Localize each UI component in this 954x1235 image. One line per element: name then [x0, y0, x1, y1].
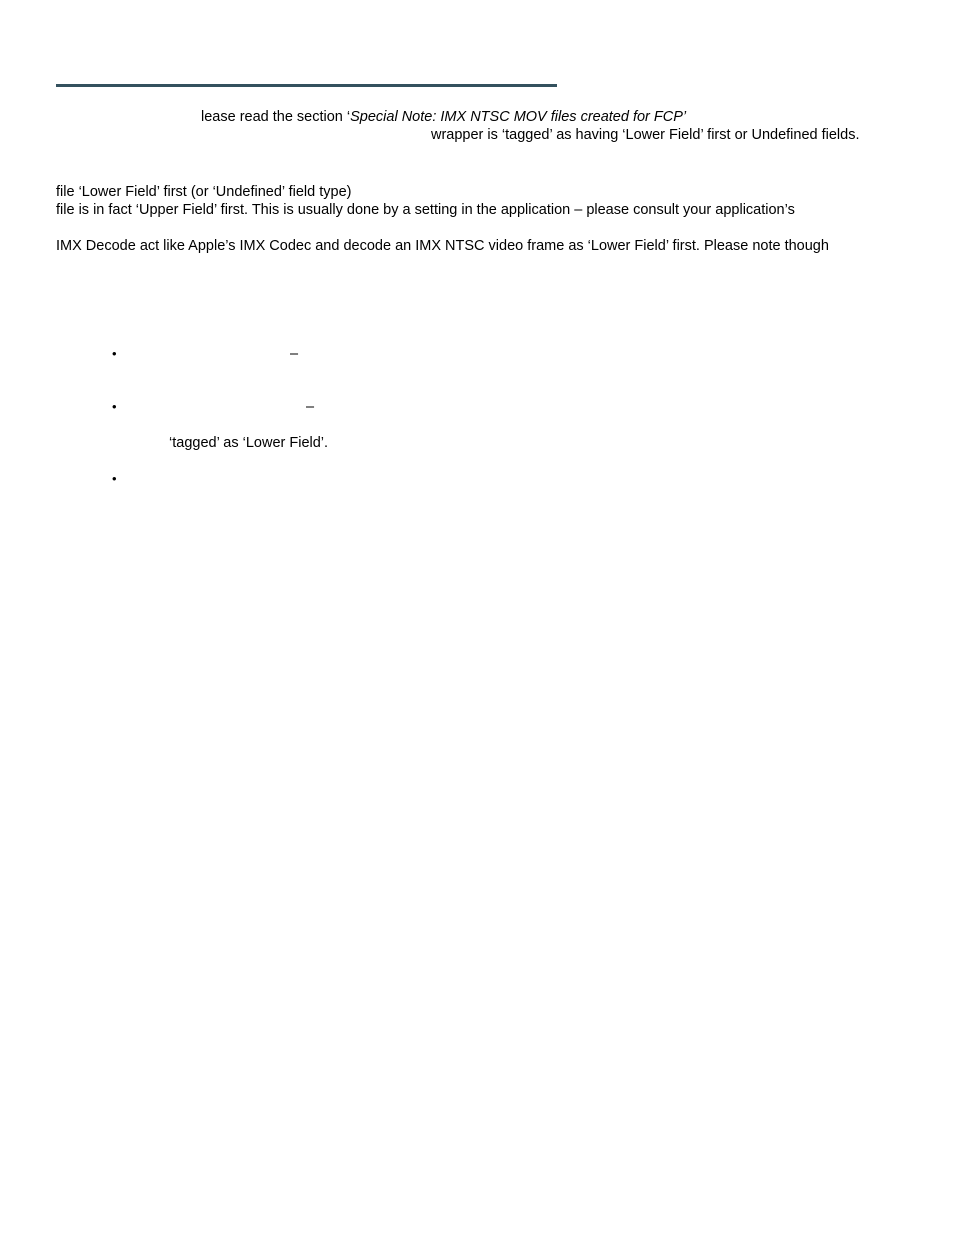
bullet-2-marker: • [112, 399, 117, 414]
text-line-2: wrapper is ‘tagged’ as having ‘Lower Field’ first or Undefined fields. [431, 127, 860, 143]
line1-text: lease read the section ‘ [201, 109, 351, 125]
text-line-5: IMX Decode act like Apple’s IMX Codec and decode an IMX NTSC video frame as ‘Lower Field’ first. Please note though [56, 238, 829, 254]
section-rule [56, 84, 557, 87]
bullet-2-dash: – [306, 399, 315, 415]
text-line-1 [201, 108, 686, 126]
bullet-1-dash: – [290, 346, 299, 362]
text-line-3: file ‘Lower Field’ first (or ‘Undefined’ field type) [56, 184, 352, 200]
bullet-2-continuation: ‘tagged’ as ‘Lower Field’. [169, 435, 329, 451]
bullet-1-marker: • [112, 346, 117, 361]
bullet-3-marker: • [112, 471, 117, 486]
text-line-4: file is in fact ‘Upper Field’ first. This is usually done by a setting in the application – please consult your application’s [56, 202, 795, 218]
line1-italic-text: Special Note: IMX NTSC MOV files created for FCP’ [350, 109, 687, 125]
